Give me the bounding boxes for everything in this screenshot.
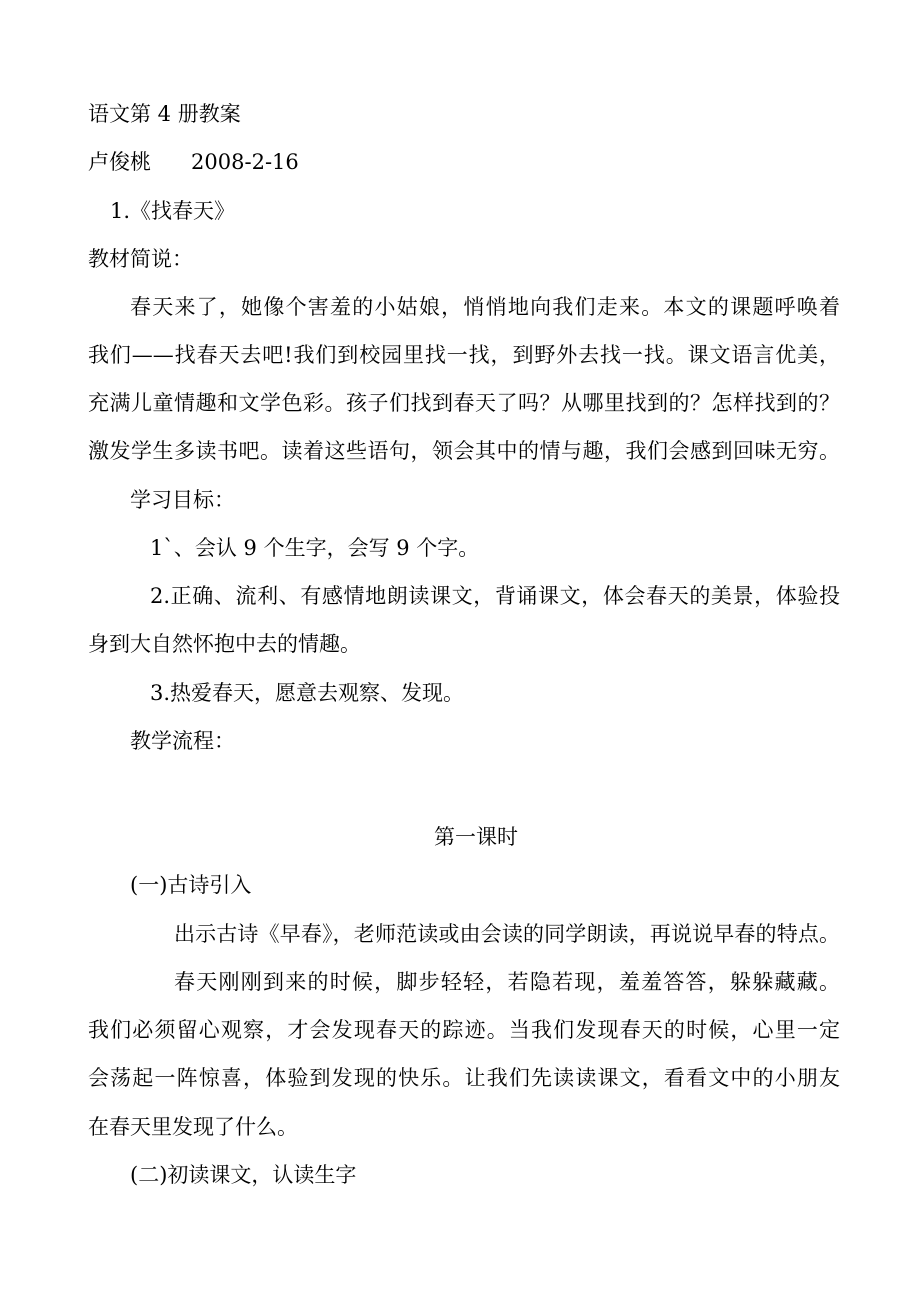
intro-para-line-1: 春天来了，她像个害羞的小姑娘，悄悄地向我们走来。本文的课题呼唤着 xyxy=(130,295,840,319)
period-title: 第一课时 xyxy=(434,825,518,849)
step-2-title: (二)初读课文，认读生字 xyxy=(130,1163,357,1187)
step-1-para-line-2: 我们必须留心观察，才会发现春天的踪迹。当我们发现春天的时候，心里一定 xyxy=(88,1018,840,1042)
goal-1: 1`、会认 9 个生字，会写 9 个字。 xyxy=(150,536,480,560)
intro-para-line-2: 我们——找春天去吧!我们到校园里找一找，到野外去找一找。课文语言优美， xyxy=(88,343,840,367)
step-1-para-line-4: 在春天里发现了什么。 xyxy=(88,1115,298,1139)
goal-2-line-1: 2.正确、流利、有感情地朗读课文，背诵课文，体会春天的美景，体验投 xyxy=(150,584,840,608)
intro-para-line-4: 激发学生多读书吧。读着这些语句，领会其中的情与趣，我们会感到回味无穷。 xyxy=(88,439,840,463)
author-date: 卢俊桃 2008-2-16 xyxy=(88,150,299,174)
section-intro-label: 教材简说： xyxy=(88,247,193,271)
goal-2-line-2: 身到大自然怀抱中去的情趣。 xyxy=(88,632,361,656)
lesson-title: 1.《找春天》 xyxy=(110,199,236,223)
step-1-text: 出示古诗《早春》，老师范读或由会读的同学朗读，再说说早春的特点。 xyxy=(174,922,840,946)
step-1-para-line-3: 会荡起一阵惊喜，体验到发现的快乐。让我们先读读课文，看看文中的小朋友 xyxy=(88,1066,840,1090)
goal-3: 3.热爱春天，愿意去观察、发现。 xyxy=(150,681,465,705)
goals-label: 学习目标： xyxy=(130,488,235,512)
intro-para-line-3: 充满儿童情趣和文学色彩。孩子们找到春天了吗？从哪里找到的？怎样找到的？ xyxy=(88,391,840,415)
step-1-para-line-1: 春天刚刚到来的时候，脚步轻轻，若隐若现，羞羞答答，躲躲藏藏。 xyxy=(174,970,840,994)
step-1-title: (一)古诗引入 xyxy=(130,873,252,897)
header-title: 语文第 4 册教案 xyxy=(88,102,241,126)
process-label: 教学流程： xyxy=(130,729,235,753)
